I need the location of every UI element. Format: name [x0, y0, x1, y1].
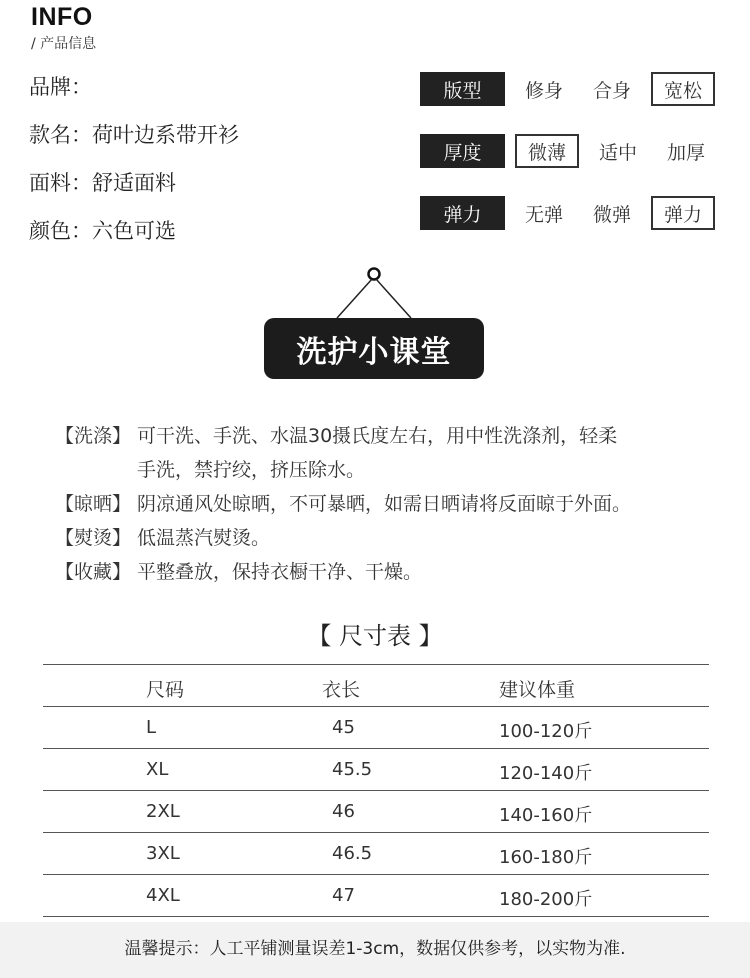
table-cell: XL [146, 759, 169, 780]
option-choice: 合身 [592, 79, 631, 102]
table-cell: 47 [332, 885, 355, 906]
attr-label: 款名： [29, 123, 92, 147]
care-wash-cont: 手洗，禁拧绞，挤压除水。 [137, 459, 366, 481]
option-choice: 加厚 [666, 141, 705, 164]
option-choice: 无弹 [524, 203, 563, 226]
table-cell: 140-160斤 [499, 805, 593, 826]
hanging-hook-icon [330, 264, 420, 324]
care-dry [55, 489, 631, 516]
table-cell: 46.5 [332, 843, 373, 864]
attr-value: 舒适面料 [92, 171, 176, 195]
option-choice-selected: 微薄 [515, 134, 579, 168]
table-divider [43, 748, 709, 749]
care-text: 低温蒸汽熨烫。 [137, 527, 271, 549]
attr-fabric [29, 167, 176, 197]
table-divider [43, 832, 709, 833]
table-header-size: 尺码 [146, 679, 185, 701]
table-divider [43, 706, 709, 707]
table-cell: 2XL [146, 801, 180, 822]
option-label: 弹力 [420, 196, 505, 230]
table-cell: 4XL [146, 885, 180, 906]
table-cell: 180-200斤 [499, 889, 593, 910]
table-cell: 46 [332, 801, 355, 822]
table-header-weight: 建议体重 [499, 679, 576, 701]
table-divider [43, 874, 709, 875]
option-row-elasticity [420, 195, 715, 231]
attr-label: 品牌： [29, 75, 92, 99]
care-iron [55, 523, 270, 550]
option-label: 版型 [420, 72, 505, 106]
table-divider [43, 790, 709, 791]
size-table-title: 【 尺寸表 】 [307, 622, 443, 650]
attr-label: 颜色： [29, 219, 92, 243]
care-key: 【洗涤】 [55, 425, 132, 447]
attr-value: 荷叶边系带开衫 [92, 123, 239, 147]
table-divider [43, 916, 709, 917]
care-key: 【收藏】 [55, 561, 132, 583]
attr-brand [29, 71, 92, 101]
table-cell: 45 [332, 717, 355, 738]
option-choice: 修身 [524, 79, 563, 102]
option-choice-selected: 宽松 [651, 72, 715, 106]
table-header-length: 衣长 [322, 679, 361, 701]
attr-color [29, 215, 176, 245]
care-key: 【熨烫】 [55, 527, 132, 549]
table-cell: L [146, 717, 157, 738]
attr-value: 六色可选 [92, 219, 176, 243]
care-text: 阴凉通风处晾晒，不可暴晒，如需日晒请将反面晾于外面。 [137, 493, 632, 515]
attr-label: 面料： [29, 171, 92, 195]
option-choice: 适中 [598, 141, 637, 164]
table-cell: 160-180斤 [499, 847, 593, 868]
care-text: 平整叠放，保持衣橱干净、干燥。 [137, 561, 423, 583]
care-key: 【晾晒】 [55, 493, 132, 515]
table-cell: 3XL [146, 843, 180, 864]
option-label: 厚度 [420, 134, 505, 168]
care-text: 可干洗、手洗、水温30摄氏度左右，用中性洗涤剂，轻柔 [137, 425, 618, 447]
footer-note: 温馨提示：人工平铺测量误差1-3cm，数据仅供参考，以实物为准. [124, 939, 626, 959]
care-store [55, 557, 422, 584]
table-cell: 120-140斤 [499, 763, 593, 784]
care-wash [55, 421, 617, 448]
option-row-fit [420, 71, 715, 107]
option-row-thickness [420, 133, 715, 169]
option-choice-selected: 弹力 [651, 196, 715, 230]
info-subtitle: / 产品信息 [31, 36, 97, 52]
option-choice: 微弹 [592, 203, 631, 226]
care-badge: 洗护小课堂 [264, 318, 484, 379]
info-title: INFO [31, 3, 93, 31]
attr-style-name [29, 119, 239, 149]
table-cell: 45.5 [332, 759, 373, 780]
table-cell: 100-120斤 [499, 721, 593, 742]
table-divider [43, 664, 709, 665]
